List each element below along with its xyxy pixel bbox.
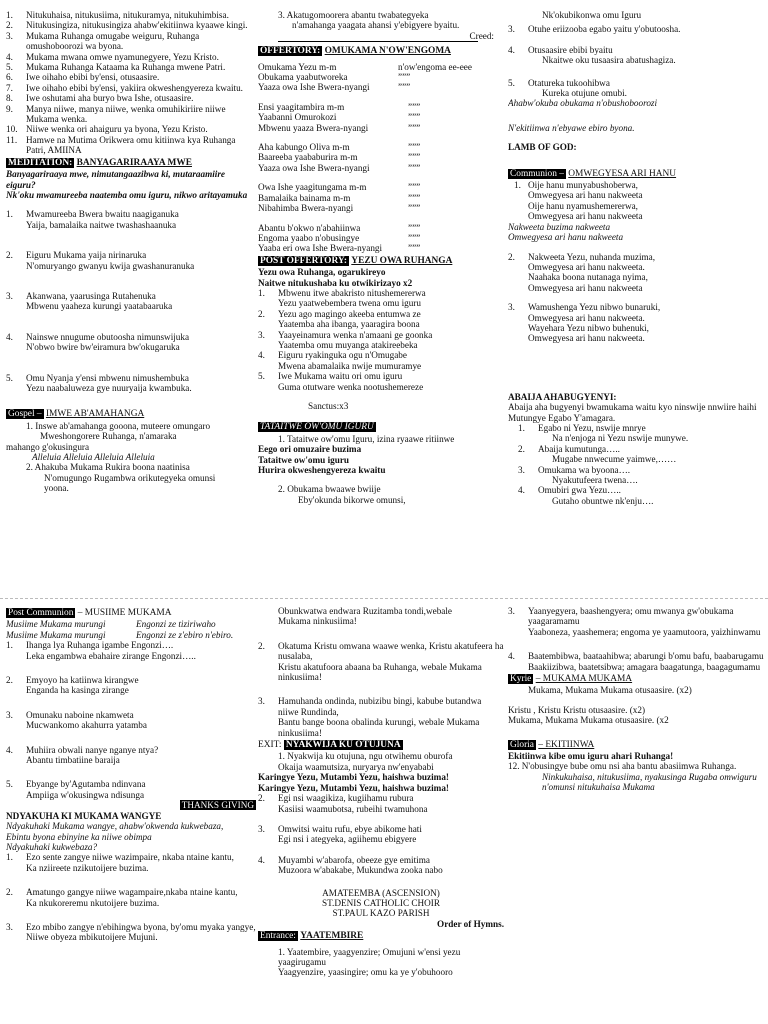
verse: 6. Iwe oihaho ebibi by'ensi, otusaasire. [6,72,160,83]
verse: 1. Ihanga lya Ruhanga igambe Engonzi…. Leka engambwa ebahaire zirange Engonzi….. [6,640,196,661]
verse: 3. Hamuhanda ondinda, nubizibu bingi, kabube butandwa niiwe Rundinda, Bantu bange boona obalinda kurungi, webale Mukama ninkusiima! [258,696,482,738]
verse: 3. Yaayeinamura wenka n'amaani ge goonka Yaatemba omu muyanga atakireebeka [258,329,433,350]
verse: 3. Mukama Ruhanga omugabe weiguru, Ruhanga omushoboorozi wa byona. [6,30,200,52]
occasion-title: AMATEEMBA (ASCENSION) [322,887,440,898]
verse: 5. Otaturekа tukoohibwa Kureka otujune omubi. [508,77,627,99]
verse: 5. Omu Nyanja y'ensi mbwenu nimushembuka Yezu naabaluweza gye nuuryaija kwambuka. [6,372,192,393]
verse: 4. Muyambi w'abarofa, obeeze gye emitima Muzoora w'abakabe, Mukundwa zooka nabo [258,854,443,876]
sanctus-label: Sanctus:x3 [308,401,349,411]
verse: 2. Nitukusingiza, nitukusingiza ahabw'ekitiinwa kyaawe kingi. [6,20,248,31]
gloria-verses [6,10,256,156]
verse: 2. Emyoyo ha katiinwa kirangwe Enganda ha kasinga zirange [6,675,139,696]
verse: 1. Nitukuhaisa, nitukusiima, nitukuramya, nitukuhimbisa. [6,10,229,20]
refrain: Naitwe nitukushaba ku otwikirizayo x2 [258,277,413,288]
choir-name: ST.DENIS CATHOLIC CHOIR [322,897,440,908]
refrain: Banyagariraaya mwe, nimutangaazibwa ki, mutaraamiire eiguru? [6,169,226,190]
verse: 1. Egabo ni Yezu, nswije mnrye Na n'enjoga ni Yezu nswije munywe. [518,422,689,444]
thanksgiving-label-row: THANKS GIVING [181,800,254,811]
refrain: Yezu owa Ruhanga, ogarukireyo [258,267,386,278]
verse: 10. Niiwe wenka ori ahaiguru ya byona, Yezu Kristo. [6,124,208,135]
offertory-heading: OFFERTORY: OMUKAMA N'OW'ENGOMA [260,46,451,57]
communion-verse-3: 3. Wamushenga Yezu nibwo bunaruki, Omwegyesa ari hanu nakweeta. Wayehara Yezu nibwo buhenuki, Omwegyesa ari hanu nakweeta. [508,302,661,344]
entrance-verses-cont [508,606,764,672]
verse: 5. Mukama Ruhanga Kataama ka Ruhanga mwene Patri. [6,62,226,73]
thanksgiving-heading: NDYAKUHA KI MUKAMA WANGYE [6,810,162,821]
post-communion-heading: Post Communion – MUSIIME MUKAMA [8,608,172,618]
thanksgiving-verses [6,852,256,942]
abaija-verses [508,423,764,506]
column-top-middle: 3. Akatugomoorera abantu twabategyeka n'amahanga yaagata ahansi y'ebigyere byaitu. Creed: OFFERTORY: OMUKAMA N'OW'ENGOMA Omukama Yezu m-m n'ow'engoma ee-eee Obukama yaabutworeka ””” Yaaza owa Ishe Bwera-nyangi ””” Ensi yaagitambira m-m ””” Yaabanni Omurokozi ””” Mbwenu yaaza Bwera-nyangi ””” Aha kabungo Oliva m-m ””” Baareeba yaababurira m-m ””” Yaaza owa Ishe Bwera-nyangi ””” Owa Ishe yaagitungama m-m ””” Bamalaika bainama m-m ””” Nibahimba Bwera-nyangi ””” Abantu b'okwo n'abahiinwa ””” Engoma yaabo n'obusingye ””” Yaaba eri owa Ishe Bwera-nyangi ””” POST OFFERTORY: YEZU OWA RUHANGA Yezu owa Ruhanga, ogarukireyo Naitwe nitukushaba ku otwikirizayo x2 1. Mbwenu itwe abakristo nitushemererwa Yezu yaatwebembera twena omu iguru 2. Yezu ago magingo akeeba entumwa ze Yaatemba aha ibanga, yaaragira boona 3. Yaayeinamura wenka n'amaani ge goonka Yaatemba omu muyanga atakireebeka 4. Eiguru ryakinguka ogu n'Omugabe Mwena abamalaika nwije mumuramye 5. Iwe Mukama waitu ori omu iguru Guma otutware wenka nootushemereze Sanctus:x3 TATAITWE OW'OMU IGURU 1. Tataitwe ow'omu Iguru, izina ryaawe ritiinwe Eego ori omuzaire buzima Tataitwe ow'omu iguru Hurira okweshengyereza kwaitu 2. Obukama bwaawe bwiije Eby'okunda bikorwe omunsi, [258,10,504,595]
verse: 2. Abaija kumutunga….. Mugabe nnwecume yaimwe,…… [518,443,677,465]
verse: 2. Okatuma Kristu omwana waawe wenka, Kristu akatufeera ha nusalaba, Kristu akatufoora abaana ba Ruhanga, webale Mukama ninkusiima! [258,640,504,683]
verse: 4. Otusaasire ebibi byaitu Nkaitwe oku tusaasira abatushagiza. [508,44,676,66]
order-of-hymns-label: Order of Hymns. [437,918,504,929]
verse: 5. Iwe Mukama waitu ori omu iguru Guma otutware wenka nootushemereze [258,371,424,392]
verse: 5. Ebyange by'Agutamba ndinvana Ampiiga w'okusingwa ndisunga [6,779,146,800]
verse: 3. Omukama wa byoona…. Nyakutufeera twena…. [518,464,638,485]
verse: 1. Ezo sente zangye niiwe wazimpaire, nkaba ntaine kantu, Ka nziireete nzikutoijere buzima. [6,852,234,873]
verse: 1. Tataitwe ow'omu Iguru, izina ryaawe ritiinwe [278,433,455,444]
verse: 2. Amatungo gangye niiwe wagampaire,nkaba ntaine kantu, Ka nkukoreremu nkutoijere buzima. [6,887,238,908]
verse: 3. Ezo mbibo zangye n'ebihingwa byona, by'omu myaka yangye, Niiwe obyeza mbikutoijere Mujuni. [6,921,256,943]
alleluia-refrain: Alleluia Alleluia Alleluia Alleluia [32,452,155,462]
entrance-heading: Entrance: YAATEMBIRE [260,931,364,942]
column-bottom-middle: Obunkwatwa endwara Ruzitamba tondi,webale Mukama ninkusiima! 2. Okatuma Kristu omwana waawe wenka, Kristu akatufeera ha nusalaba, Kristu akatufoora abaana ba Ruhanga, webale Mukama ninkusiima! 3. Hamuhanda ondinda, nubizibu bingi, kabube butandwa niiwe Rundinda, Bantu bange boona obalinda kurungi, webale Mukama ninkusiima! EXIT: NYAKWIJA KU OTUJUNA 1. Nyakwija ku otujuna, ngu otwihemu oburofa Okaija waamutsiza, nuryarya nw'enyababi Karingye Yezu, Mutambi Yezu, haishwa buzima! Karingye Yezu, Mutambi Yezu, haishwa buzima! 2. Egi nsi waagikiza, kugiihamu rubura Kasiisi waamubotsa, rubeihi twamuhona 3. Omwitsi waitu rufu, ebye abikome hati Egi nsi i ategyeka, agiihemu ebigyere 4. Muyambi w'abarofa, obeeze gye emitima Muzoora w'abakabe, Mukundwa zooka nabo AMATEEMBA (ASCENSION) ST.DENIS CATHOLIC CHOIR ST.PAUL KAZO PARISH Order of Hymns. Entrance: YAATEMBIRE 1. Yaatembire, yaagyenzire; Omujuni w'ensi yezu yaagirugamu Yaagyenzire, yaasingire; omu ka ye y'obuhooro [258,606,504,978]
meditation-heading: MEDITATION: BANYAGARIRAAYA MWE [8,157,192,168]
verse: 4. Baatembibwa, baataahibwa; abarungi b'omu bafu, baabarugamu Baakiizibwa, baatetsibwa; amagara baagatunga, baagagumamu [508,651,764,672]
offertory-lines: Omukama Yezu m-m n'ow'engoma ee-eee Obukama yaabutworeka ””” Yaaza owa Ishe Bwera-nyangi ””” Ensi yaagitambira m-m ””” Yaabanni Omurokozi ””” Mbwenu yaaza Bwera-nyangi ””” Aha kabungo Oliva m-m ””” Baareeba yaababurira m-m ””” Yaaza owa Ishe Bwera-nyangi ””” Owa Ishe yaagitungama m-m ””” Bamalaika bainama m-m ””” Nibahimba Bwera-nyangi ””” Abantu b'okwo n'abahiinwa ””” Engoma yaabo n'obusingye ””” Yaaba eri owa Ishe Bwera-nyangi ””” [258,61,472,254]
column-bottom-left: Post Communion – MUSIIME MUKAMA Musiime Mukama murungi Engonzi ze tiziriwaho Musiime Mukama murungi Engonzi ze z'ebiro n'ebiro. 1. Ihanga lya Ruhanga igambe Engonzi…. Leka engambwa ebahaire zirange Engonzi….. 2. Emyoyo ha katiinwa kirangwe Enganda ha kasinga zirange 3. Omunaku naboine nkamweta Mucwankomo akahurra yatamba 4. Muhiira obwali nanye nganye ntya? Abantu timbatiine baraija 5. Ebyange by'Agutamba ndinvana Ampiiga w'okusingwa ndisunga THANKS GIVING NDYAKUHA KI MUKAMA WANGYE Ndyakuhaki Mukama wangye, ahabw'okwenda kukwebaza, Ebintu byona ebinyine ka niiwe obimpa Ndyakuhaki kukwebaza? 1. Ezo sente zangye niiwe wazimpaire, nkaba ntaine kantu, Ka nziireete nzikutoijere buzima. 2. Amatungo gangye niiwe wagampaire,nkaba ntaine kantu, Ka nkukoreremu nkutoijere buzima. 3. Ezo mbibo zangye n'ebihingwa byona, by'omu myaka yangye, Niiwe obyeza mbikutoijere Mujuni. [6,608,256,943]
meditation-verses [6,209,256,393]
verse: 11. Hamwe na Mutima Orikwera omu kitiinwa kya Ruhanga Patri, AMIINA [6,134,236,156]
verse: 2. Eiguru Mukama yaija nirinaruka N'omuryango gwanyu kwija gwashanuranuka [6,250,195,271]
column-top-left: 1. Nitukuhaisa, nitukusiima, nitukuramya, nitukuhimbisa. 2. Nitukusingiza, nitukusingiza ahabw'ekitiinwa kyaawe kingi. 3. Mukama Ruhanga omugabe weiguru, Ruhanga omushoboorozi wa byona. 4. Mukama mwana omwe nyamunegyere, Yezu Kristo. 5. Mukama Ruhanga Kataama ka Ruhanga mwene Patri. 6. Iwe oihaho ebibi by'ensi, otusaasire. 7. Iwe oihaho ebibi by'ensi, yakiira okweshengyereza kwaitu. 8. Iwe oshutami aha buryo bwa Ishe, otusaasire. 9. Manya niiwe, manya niiwe, wenka omuhikiriire niiwe Mukama wenka. 10. Niiwe wenka ori ahaiguru ya byona, Yezu Kristo. 11. Hamwe na Mutima Orikwera omu kitiinwa kya Ruhanga Patri, AMIINA MEDITATION: BANYAGARIRAAYA MWE Banyagariraaya mwe, nimutangaazibwa ki, mutaraamiire eiguru? Nk'oku mwamureeba naatemba omu iguru, nikwo aritayamuka 1. Mwamureeba Bwera bwaitu naagiganuka Yaija, bamalaika naitwe twashashaanuka 2. Eiguru Mukama yaija nirinaruka N'omuryango gwanyu kwija gwashanuranuka 3. Akanwana, yaarusinga Rutahenuka Mbwenu yaaheza kurungi yaatabaaruka 4. Nainswe nnugume obutoosha nimunswijuka N'obwo bwire bw'eiramura bw'okugaruka 5. Omu Nyanja y'ensi mbwenu nimushembuka Yezu naabaluweza gye nuuryaija kwambuka. Gospel – IMWE AB'AMAHANGA 1. Inswe ab'amahanga gooona, muteere omungaro Mweshongorere Ruhanga, n'amaraka mahango g'okusingura Alleluia Alleluia Alleluia Alleluia 2. Ahakuba Mukama Rukira boona naatinisa N'omugungo Rugambwa orikutegyeka omunsi yoona. [6,10,256,595]
verse: 7. Iwe oihaho ebibi by'ensi, yakiira okweshengyereza kwaitu. [6,82,243,93]
verse: 1. Mwamureeba Bwera bwaitu naagiganuka Yaija, bamalaika naitwe twashashaanuka [6,209,179,230]
column-top-right: Nk'okubikonwa omu Iguru 3. Otuhe eriizooba egabo yaitu y'obutoosha. 4. Otusaasire ebibi byaitu Nkaitwe oku tusaasira abatushagiza. 5. Otaturekа tukoohibwa Kureka otujune omubi. Ahabw'okuba obukama n'obushoboorozi N'ekitiinwa n'ebyawe ebiro byona. LAMB OF GOD: Communion – OMWEGYESA ARI HANU 1. Oije hanu munyabushoberwa, Omwegyesa ari hanu nakweeta Oije hanu nyamushemererwa, Omwegyesa ari hanu nakweeta Nakweeta buzima nakweeta Omwegyesa ari hanu nakweeta 2. Nakweeta Yezu, nuhanda muzima, Omwegyesa ari hanu nakweeta. Naahaka boona nutanaga nyima, Omwegyesa ari hanu nakweeta 3. Wamushenga Yezu nibwo bunaruki, Omwegyesa ari hanu nakweeta. Wayehara Yezu nibwo buhenuki, Omwegyesa ari hanu nakweeta. ABAIJA AHABUGYENYI: Abaija aha bugyenyi bwamukama waitu kyo ninswije nnwiire haihi Mutungye Egabo Y'amagara. 1. Egabo ni Yezu, nswije mnrye Na n'enjoga ni Yezu nswije munywe. 2. Abaija kumutunga….. Mugabe nnwecume yaimwe,…… 3. Omukama wa byoona…. Nyakutufeera twena…. 4. Omubiri gwa Yezu….. Gutaho obuntwe nk'enju…. [508,10,764,595]
tataitwe-heading: TATAITWE OW'OMU IGURU [260,422,374,433]
communion-heading: Communion – OMWEGYESA ARI HANU [510,168,677,179]
divider [278,41,478,42]
verse: 3. Akanwana, yaarusinga Rutahenuka Mbwenu yaaheza kurungi yaatabaaruka [6,290,173,312]
post-offertory-verses [258,288,504,392]
verse: 2. Obukama bwaawe bwiije [278,484,381,495]
verse: 3. Omwitsi waitu rufu, ebye abikome hati Egi nsi i ategyeka, agiihemu ebigyere [258,823,422,845]
verse: 4. Muhiira obwali nanye nganye ntya? Abantu timbatiine baraija [6,744,159,766]
refrain: Nk'oku mwamureeba naatemba omu iguru, nikwo aritayamuka [6,189,248,200]
verse: 3. Yaanyegyera, baashengyera; omu mwanya gw'obukama yaagaramamu Yaaboneza, yaashemera; engoma ye yaamutoora, yaizhinwamu [508,606,761,637]
verse: 3. Omunaku naboine nkamweta Mucwankomo akahurra yatamba [6,709,147,731]
column-bottom-right: 3. Yaanyegyera, baashengyera; omu mwanya gw'obukama yaagaramamu Yaaboneza, yaashemera; engoma ye yaamutoora, yaizhinwamu 4. Baatembibwa, baataahibwa; abarungi b'omu bafu, baabarugamu Baakiizibwa, baatetsibwa; amagara baagatunga, baagagumamu Kyrie – MUKAMA MUKAMA Mukama, Mukama Mukama otusaasire. (x2) Kristu , Kristu Kristu otusaasire. (x2) Mukama, Mukama Mukama otusaasire. (x2 Gloria – EKITIINWA Ekitiinwa kibe omu iguru ahari Ruhanga! 12. N'obusingye bube omu nsi aha bantu abasiimwa Ruhanga. Ninkukuhaisa, nitukusiima, nyakusinga Rugaba omwiguru n'omunsi nitukuhaisa Mukama [508,606,764,793]
verse: 9. Manya niiwe, manya niiwe, wenka omuhikiriire niiwe Mukama wenka. [6,103,226,125]
communion-verse-2: 2. Nakweeta Yezu, nuhanda muzima, Omwegyesa ari hanu nakweeta. Naahaka boona nutanaga nyima, Omwegyesa ari hanu nakweeta [508,251,656,293]
verse: 1. Inswe ab'amahanga gooona, muteere omungaro [26,420,211,431]
gloria-heading: Gloria – EKITIINWA [510,739,595,750]
verse: 1. Yaatembire, yaagyenzire; Omujuni w'ensi yezu yaagirugamu [278,946,461,967]
verse: 4. Eiguru ryakinguka ogu n'Omugabe Mwena abamalaika nwije mumuramye [258,350,422,371]
gospel-heading: Gospel – IMWE AB'AMAHANGA [8,409,145,420]
exit-heading: EXIT: NYAKWIJA KU OTUJUNA [258,740,401,751]
verse: 3. Akatugomoorera abantu twabategyeka [278,10,429,20]
verse: 2. Egi nsi waagikiza, kugiihamu rubura Kasiisi waamubotsa, rubeihi twamuhona [258,793,428,814]
post-communion-verses [6,640,256,800]
verse: 4. Omubiri gwa Yezu….. Gutaho obuntwe nk'enju…. [518,485,654,506]
verse: 1. Nyakwija ku otujuna, ngu otwihemu oburofa [278,751,453,762]
verse: 8. Iwe oshutami aha buryo bwa Ishe, otusaasire. [6,93,194,104]
communion-verse-1: 1. Oije hanu munyabushoberwa, Omwegyesa ari hanu nakweeta Oije hanu nyamushemererwa, Omwegyesa ari hanu nakweeta [514,180,643,222]
verse: 1. Mbwenu itwe abakristo nitushemererwa Yezu yaatwebembera twena omu iguru [258,287,426,309]
abaija-heading: ABAIJA AHABUGYENYI: [508,391,617,402]
verse: 4. Mukama mwana omwe nyamunegyere, Yezu Kristo. [6,51,219,62]
verse: 2. Ahakuba Mukama Rukira boona naatinisa [26,462,190,473]
parish-name: ST.PAUL KAZO PARISH [332,908,430,919]
verse: 2. Yezu ago magingo akeeba entumwa ze Yaatemba aha ibanga, yaaragira boona [258,308,421,330]
kyrie-heading: Kyrie – MUKAMA MUKAMA [510,674,633,685]
verse: 3. Otuhe eriizooba egabo yaitu y'obutoosha. [508,24,681,35]
lamb-of-god-heading: LAMB OF GOD: [508,142,577,153]
lords-prayer-verses [508,24,764,98]
thanksgiving-verses-cont [258,641,504,738]
page-fold-divider [0,598,768,599]
creed-label: Creed: [469,30,494,41]
exit-verses [258,793,504,875]
verse: 4. Nainswe nnugume obutoosha nimunswijuka N'obwo bwire bw'eiramura bw'okugaruka [6,331,190,353]
post-offertory-heading: POST OFFERTORY: YEZU OWA RUHANGA [260,255,453,266]
